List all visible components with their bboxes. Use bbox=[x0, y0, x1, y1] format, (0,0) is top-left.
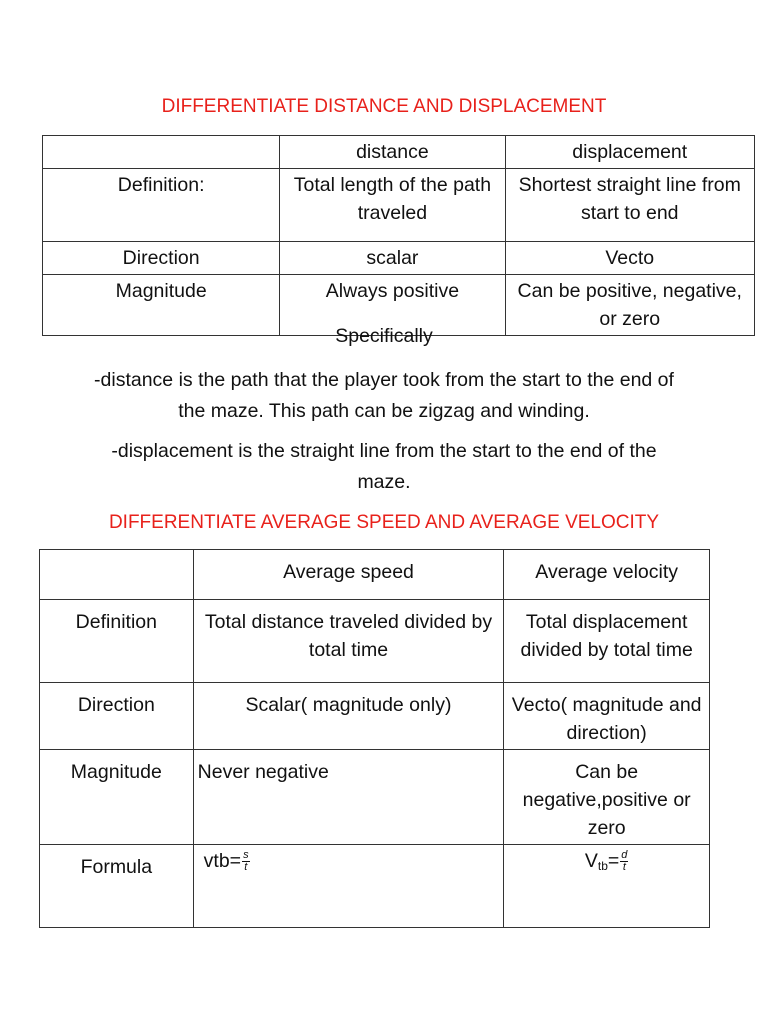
cell-distance: Always positive bbox=[280, 275, 505, 336]
table-row-magnitude bbox=[40, 750, 710, 845]
fraction-numerator: d bbox=[621, 849, 628, 862]
formula-lhs: vtb= bbox=[203, 850, 242, 872]
header-cell-average-speed: Average speed bbox=[193, 550, 504, 600]
paragraph-displacement: -displacement is the straight line from the start to the end of the maze. bbox=[111, 440, 657, 493]
paragraph-distance: -distance is the path that the player took from the start to the end of the maze. This path can be zigzag and winding. bbox=[94, 369, 674, 422]
row-label: Direction bbox=[43, 242, 280, 275]
cell-speed: Never negative bbox=[193, 750, 504, 845]
cell-velocity-formula bbox=[504, 845, 710, 928]
cell-speed: Scalar( magnitude only) bbox=[193, 683, 504, 750]
fraction bbox=[242, 850, 250, 873]
table-row-formula bbox=[40, 845, 710, 928]
heading-distance-displacement: DIFFERENTIATE DISTANCE AND DISPLACEMENT bbox=[161, 96, 607, 117]
row-label: Magnitude bbox=[43, 275, 280, 336]
row-label: Definition: bbox=[43, 169, 280, 242]
header-cell-empty bbox=[43, 136, 280, 169]
cell-displacement: Shortest straight line from start to end bbox=[505, 169, 754, 242]
cell-distance: Total length of the path traveled bbox=[280, 169, 505, 242]
cell-velocity: Can be negative,positive or zero bbox=[504, 750, 710, 845]
header-cell-distance: distance bbox=[280, 136, 505, 169]
table-header-row bbox=[40, 550, 710, 600]
fraction-denominator: t bbox=[244, 861, 248, 874]
note-title: Specifically bbox=[335, 325, 433, 347]
cell-speed-formula bbox=[193, 845, 504, 928]
row-label: Magnitude bbox=[40, 750, 194, 845]
table-row-definition bbox=[40, 600, 710, 683]
fraction-denominator: t bbox=[622, 861, 626, 874]
table-row-direction bbox=[43, 242, 755, 275]
header-cell-empty bbox=[40, 550, 194, 600]
table-distance-displacement bbox=[42, 135, 755, 336]
fraction-numerator: s bbox=[243, 849, 249, 862]
cell-speed: Total distance traveled divided by total time bbox=[193, 600, 504, 683]
header-cell-average-velocity: Average velocity bbox=[504, 550, 710, 600]
fraction bbox=[620, 850, 628, 873]
table-header-row bbox=[43, 136, 755, 169]
cell-velocity: Vecto( magnitude and direction) bbox=[504, 683, 710, 750]
cell-displacement: Can be positive, negative, or zero bbox=[505, 275, 754, 336]
table-row-direction bbox=[40, 683, 710, 750]
cell-displacement: Vecto bbox=[505, 242, 754, 275]
header-cell-displacement: displacement bbox=[505, 136, 754, 169]
cell-velocity: Total displacement divided by total time bbox=[504, 600, 710, 683]
cell-distance: scalar bbox=[280, 242, 505, 275]
table-row-definition bbox=[43, 169, 755, 242]
heading-speed-velocity: DIFFERENTIATE AVERAGE SPEED AND AVERAGE VELOCITY bbox=[108, 512, 660, 533]
row-label: Formula bbox=[40, 845, 194, 928]
formula-equals: = bbox=[607, 850, 620, 872]
table-speed-velocity bbox=[39, 549, 710, 928]
formula-lhs: V bbox=[584, 850, 598, 872]
row-label: Direction bbox=[40, 683, 194, 750]
formula-subscript: tb bbox=[597, 859, 608, 873]
row-label: Definition bbox=[40, 600, 194, 683]
